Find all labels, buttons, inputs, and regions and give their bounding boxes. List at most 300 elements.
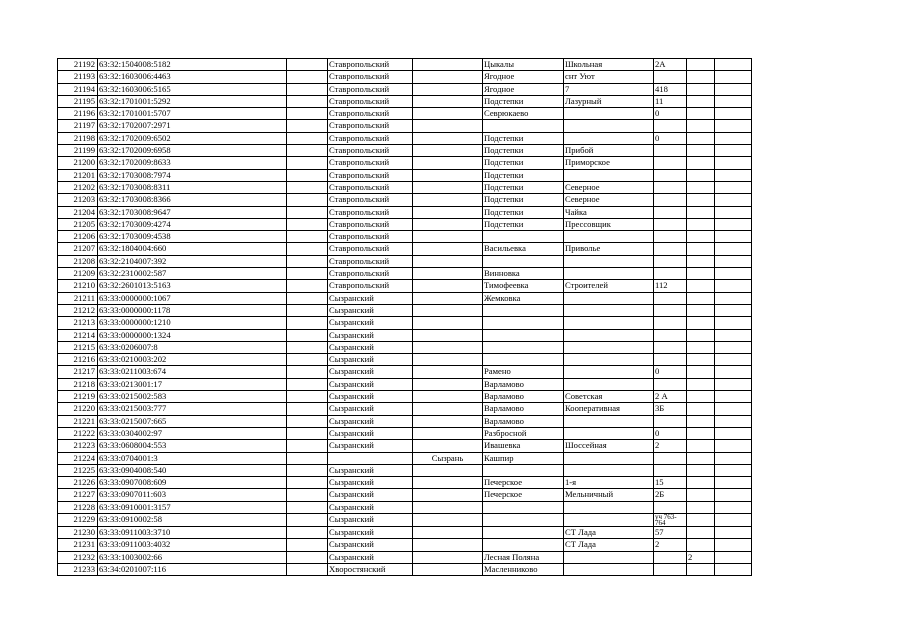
cell-column-j (715, 268, 752, 280)
cell-district: Ставропольский (328, 83, 413, 95)
cell-cadastral-number: 63:33:0910001:3157 (98, 501, 287, 513)
cell-district: Сызранский (328, 378, 413, 390)
cell-cadastral-number: 63:33:0704001:3 (98, 452, 287, 464)
cell-settlement: Цыкалы (483, 59, 564, 71)
table-row (58, 378, 752, 390)
cell-row-number: 21203 (58, 194, 98, 206)
cell-street (564, 120, 654, 132)
cell-district: Ставропольский (328, 194, 413, 206)
cell-house: 2 (654, 440, 687, 452)
cell-cadastral-number: 63:32:1701001:5292 (98, 95, 287, 107)
cell-district: Сызранский (328, 415, 413, 427)
cell-cadastral-number: 63:33:0904008:540 (98, 464, 287, 476)
table-row (58, 218, 752, 230)
cell-city (413, 157, 483, 169)
cell-city (413, 513, 483, 526)
cell-settlement (483, 513, 564, 526)
cell-settlement (483, 341, 564, 353)
cell-street (564, 108, 654, 120)
cell-city (413, 317, 483, 329)
table-row (58, 231, 752, 243)
table-row (58, 526, 752, 538)
cell-row-number: 21200 (58, 157, 98, 169)
cell-row-number: 21221 (58, 415, 98, 427)
cell-column-j (715, 95, 752, 107)
cell-settlement: Разбросной (483, 427, 564, 439)
cell-district: Ставропольский (328, 59, 413, 71)
cell-street: Шоссейная (564, 440, 654, 452)
cell-street: Советская (564, 391, 654, 403)
cell-street (564, 415, 654, 427)
cell-column-c (287, 157, 328, 169)
cell-column-i (687, 477, 715, 489)
cell-row-number: 21192 (58, 59, 98, 71)
cell-district: Сызранский (328, 354, 413, 366)
cell-city (413, 304, 483, 316)
cell-city (413, 378, 483, 390)
cell-street: 1-я (564, 477, 654, 489)
cell-district: Хворостянский (328, 563, 413, 575)
table-row (58, 83, 752, 95)
cell-column-i (687, 366, 715, 378)
cell-house: 2 (654, 539, 687, 551)
cell-column-i (687, 169, 715, 181)
cell-city (413, 280, 483, 292)
cell-column-i (687, 304, 715, 316)
table-row (58, 366, 752, 378)
cell-street (564, 231, 654, 243)
cell-city (413, 489, 483, 501)
cell-city (413, 206, 483, 218)
cell-district: Ставропольский (328, 145, 413, 157)
cell-cadastral-number: 63:33:0206007:8 (98, 341, 287, 353)
cell-column-i (687, 563, 715, 575)
cell-district: Сызранский (328, 539, 413, 551)
cell-house: 2А (654, 59, 687, 71)
cell-cadastral-number: 63:33:1003002:66 (98, 551, 287, 563)
cell-column-i (687, 415, 715, 427)
cell-district: Ставропольский (328, 243, 413, 255)
cell-column-i (687, 268, 715, 280)
cell-column-i (687, 145, 715, 157)
cell-house: 3Б (654, 403, 687, 415)
cell-house (654, 231, 687, 243)
cell-house: 0 (654, 366, 687, 378)
cell-settlement: Кашпир (483, 452, 564, 464)
cell-column-c (287, 477, 328, 489)
cell-city (413, 464, 483, 476)
cell-column-c (287, 83, 328, 95)
cell-column-i (687, 464, 715, 476)
cell-settlement: Рамено (483, 366, 564, 378)
cell-column-j (715, 341, 752, 353)
cell-row-number: 21219 (58, 391, 98, 403)
cell-house (654, 464, 687, 476)
cell-settlement (483, 120, 564, 132)
cell-column-c (287, 551, 328, 563)
cell-column-i (687, 391, 715, 403)
cell-house: 0 (654, 132, 687, 144)
cell-column-i (687, 378, 715, 390)
cell-street: СТ Лада (564, 526, 654, 538)
cell-column-c (287, 501, 328, 513)
cell-row-number: 21229 (58, 513, 98, 526)
cell-house (654, 206, 687, 218)
cell-row-number: 21197 (58, 120, 98, 132)
cell-city (413, 218, 483, 230)
cell-column-i (687, 280, 715, 292)
cell-street: 7 (564, 83, 654, 95)
cell-row-number: 21222 (58, 427, 98, 439)
cell-cadastral-number: 63:32:1703009:4538 (98, 231, 287, 243)
cell-city (413, 415, 483, 427)
cell-street: Прессовщик (564, 218, 654, 230)
cell-city (413, 292, 483, 304)
cell-cadastral-number: 63:33:0000000:1178 (98, 304, 287, 316)
cell-row-number: 21209 (58, 268, 98, 280)
cell-column-i (687, 206, 715, 218)
table-row (58, 317, 752, 329)
cell-cadastral-number: 63:33:0210003:202 (98, 354, 287, 366)
cell-column-j (715, 551, 752, 563)
cell-column-c (287, 513, 328, 526)
cell-row-number: 21208 (58, 255, 98, 267)
cell-house (654, 341, 687, 353)
cell-district: Сызранский (328, 526, 413, 538)
cell-cadastral-number: 63:33:0215003:777 (98, 403, 287, 415)
cell-row-number: 21202 (58, 181, 98, 193)
cell-column-i (687, 317, 715, 329)
cell-column-j (715, 317, 752, 329)
cell-city (413, 427, 483, 439)
cell-column-i (687, 440, 715, 452)
cell-settlement: Подстепки (483, 157, 564, 169)
cell-column-j (715, 231, 752, 243)
cell-house: 418 (654, 83, 687, 95)
cell-city (413, 194, 483, 206)
cell-street: Северное (564, 181, 654, 193)
table-row (58, 243, 752, 255)
cell-column-j (715, 145, 752, 157)
cell-street (564, 427, 654, 439)
table-row (58, 280, 752, 292)
cell-house: 112 (654, 280, 687, 292)
table-row (58, 341, 752, 353)
cell-district: Сызранский (328, 440, 413, 452)
cell-cadastral-number: 63:32:1701001:5707 (98, 108, 287, 120)
cell-row-number: 21224 (58, 452, 98, 464)
cell-city (413, 145, 483, 157)
cell-district: Сызранский (328, 391, 413, 403)
cell-row-number: 21196 (58, 108, 98, 120)
cell-street (564, 169, 654, 181)
cell-column-j (715, 513, 752, 526)
cell-district (328, 452, 413, 464)
cell-cadastral-number: 63:33:0907008:609 (98, 477, 287, 489)
cell-city (413, 341, 483, 353)
table-row (58, 157, 752, 169)
cell-row-number: 21226 (58, 477, 98, 489)
cell-street: Приволье (564, 243, 654, 255)
cell-house (654, 145, 687, 157)
cell-district: Сызранский (328, 366, 413, 378)
cell-settlement (483, 304, 564, 316)
cell-cadastral-number: 63:33:0907011:603 (98, 489, 287, 501)
cell-column-i (687, 329, 715, 341)
cell-district: Ставропольский (328, 206, 413, 218)
cell-street: Прибой (564, 145, 654, 157)
cell-settlement: Ягодное (483, 83, 564, 95)
cell-column-c (287, 95, 328, 107)
cell-city (413, 391, 483, 403)
cell-city: Сызрань (413, 452, 483, 464)
cell-column-i (687, 427, 715, 439)
cell-column-j (715, 206, 752, 218)
cell-column-c (287, 194, 328, 206)
cell-house (654, 415, 687, 427)
cell-city (413, 403, 483, 415)
cell-column-c (287, 145, 328, 157)
cell-column-c (287, 71, 328, 83)
cell-house (654, 551, 687, 563)
cell-settlement: Жемковка (483, 292, 564, 304)
cell-house (654, 378, 687, 390)
cell-row-number: 21228 (58, 501, 98, 513)
table-row (58, 132, 752, 144)
cell-column-j (715, 304, 752, 316)
cell-house (654, 268, 687, 280)
cell-district: Сызранский (328, 501, 413, 513)
cell-street (564, 452, 654, 464)
cell-column-c (287, 403, 328, 415)
cell-city (413, 231, 483, 243)
cell-cadastral-number: 63:34:0201007:116 (98, 563, 287, 575)
cell-column-c (287, 452, 328, 464)
cell-column-c (287, 440, 328, 452)
cell-column-i (687, 59, 715, 71)
table-row (58, 255, 752, 267)
cell-district: Ставропольский (328, 71, 413, 83)
cell-column-c (287, 341, 328, 353)
cell-settlement (483, 255, 564, 267)
cell-settlement: Ивашевка (483, 440, 564, 452)
cell-house (654, 157, 687, 169)
cell-cadastral-number: 63:32:1703008:9647 (98, 206, 287, 218)
cell-column-j (715, 255, 752, 267)
cell-column-j (715, 391, 752, 403)
cell-column-i (687, 120, 715, 132)
cell-city (413, 71, 483, 83)
cell-cadastral-number: 63:32:1603006:4463 (98, 71, 287, 83)
cell-column-c (287, 354, 328, 366)
cell-house (654, 255, 687, 267)
cell-column-i (687, 501, 715, 513)
cell-column-c (287, 181, 328, 193)
cell-cadastral-number: 63:32:1703008:8366 (98, 194, 287, 206)
table-row (58, 181, 752, 193)
cell-settlement: Подстепки (483, 181, 564, 193)
cell-street (564, 268, 654, 280)
table-row (58, 563, 752, 575)
cell-column-c (287, 415, 328, 427)
cell-city (413, 366, 483, 378)
cell-city (413, 169, 483, 181)
cell-house (654, 194, 687, 206)
table-body (58, 59, 752, 576)
cell-row-number: 21204 (58, 206, 98, 218)
cell-city (413, 329, 483, 341)
table-row (58, 440, 752, 452)
cell-column-c (287, 120, 328, 132)
cell-column-j (715, 157, 752, 169)
cell-district: Сызранский (328, 304, 413, 316)
cell-district: Ставропольский (328, 108, 413, 120)
cell-house (654, 169, 687, 181)
cell-column-c (287, 218, 328, 230)
cell-house: 0 (654, 108, 687, 120)
cell-district: Ставропольский (328, 268, 413, 280)
cell-column-j (715, 329, 752, 341)
cell-column-i (687, 292, 715, 304)
cell-cadastral-number: 63:33:0911003:3710 (98, 526, 287, 538)
cell-column-j (715, 280, 752, 292)
cell-column-j (715, 501, 752, 513)
cell-row-number: 21230 (58, 526, 98, 538)
cell-column-c (287, 489, 328, 501)
cell-city (413, 563, 483, 575)
cell-settlement: Варламово (483, 415, 564, 427)
cell-city (413, 95, 483, 107)
cell-street (564, 501, 654, 513)
cell-column-i (687, 489, 715, 501)
cell-district: Ставропольский (328, 95, 413, 107)
cell-column-c (287, 280, 328, 292)
cell-cadastral-number: 63:33:0215007:665 (98, 415, 287, 427)
cell-row-number: 21201 (58, 169, 98, 181)
cell-row-number: 21193 (58, 71, 98, 83)
cell-column-i (687, 513, 715, 526)
cell-house (654, 120, 687, 132)
cell-settlement (483, 526, 564, 538)
table-row (58, 513, 752, 526)
cell-column-c (287, 268, 328, 280)
cell-cadastral-number: 63:33:0608004:553 (98, 440, 287, 452)
cell-column-j (715, 378, 752, 390)
cell-column-c (287, 59, 328, 71)
cell-house (654, 218, 687, 230)
cell-column-j (715, 120, 752, 132)
table-row (58, 354, 752, 366)
table-row (58, 71, 752, 83)
cell-column-c (287, 132, 328, 144)
cell-city (413, 120, 483, 132)
cell-house (654, 243, 687, 255)
cell-column-i: 2 (687, 551, 715, 563)
cell-city (413, 526, 483, 538)
cell-column-c (287, 169, 328, 181)
cell-house: 57 (654, 526, 687, 538)
cell-district: Сызранский (328, 464, 413, 476)
cell-row-number: 21231 (58, 539, 98, 551)
cell-city (413, 255, 483, 267)
cell-row-number: 21194 (58, 83, 98, 95)
cell-house (654, 501, 687, 513)
cell-city (413, 440, 483, 452)
cell-column-j (715, 71, 752, 83)
cell-settlement: Винновка (483, 268, 564, 280)
table-row (58, 169, 752, 181)
cell-column-c (287, 563, 328, 575)
cell-district: Ставропольский (328, 280, 413, 292)
cell-settlement: Печерское (483, 477, 564, 489)
cell-street: Лазурный (564, 95, 654, 107)
cell-house: 15 (654, 477, 687, 489)
cell-cadastral-number: 63:33:0000000:1210 (98, 317, 287, 329)
cell-cadastral-number: 63:32:1702009:8633 (98, 157, 287, 169)
cell-district: Ставропольский (328, 218, 413, 230)
cell-column-i (687, 539, 715, 551)
cell-city (413, 268, 483, 280)
cell-column-j (715, 59, 752, 71)
cell-street: СТ Лада (564, 539, 654, 551)
cell-row-number: 21211 (58, 292, 98, 304)
cell-city (413, 132, 483, 144)
cell-row-number: 21195 (58, 95, 98, 107)
cell-street: Приморское (564, 157, 654, 169)
cell-row-number: 21217 (58, 366, 98, 378)
cell-cadastral-number: 63:32:1504008:5182 (98, 59, 287, 71)
cell-street (564, 341, 654, 353)
table-row (58, 427, 752, 439)
cell-column-i (687, 341, 715, 353)
cell-column-j (715, 243, 752, 255)
cell-street: Чайка (564, 206, 654, 218)
table-row (58, 391, 752, 403)
cell-house: уч 763- 764 (654, 513, 687, 526)
cell-settlement: Варламово (483, 378, 564, 390)
cell-row-number: 21233 (58, 563, 98, 575)
cell-house (654, 71, 687, 83)
cell-district: Сызранский (328, 551, 413, 563)
cell-district: Ставропольский (328, 169, 413, 181)
cell-cadastral-number: 63:33:0910002:58 (98, 513, 287, 526)
cell-house (654, 304, 687, 316)
cell-cadastral-number: 63:32:1702009:6502 (98, 132, 287, 144)
table-row (58, 268, 752, 280)
cell-city (413, 83, 483, 95)
cell-column-j (715, 440, 752, 452)
cell-row-number: 21214 (58, 329, 98, 341)
cell-city (413, 551, 483, 563)
cell-column-j (715, 169, 752, 181)
cell-row-number: 21207 (58, 243, 98, 255)
cell-column-c (287, 108, 328, 120)
cell-row-number: 21210 (58, 280, 98, 292)
cell-settlement: Подстепки (483, 95, 564, 107)
cell-column-c (287, 539, 328, 551)
cell-column-j (715, 539, 752, 551)
table-row (58, 464, 752, 476)
cell-column-i (687, 403, 715, 415)
cell-column-j (715, 181, 752, 193)
cell-column-j (715, 464, 752, 476)
cell-street (564, 304, 654, 316)
cell-row-number: 21213 (58, 317, 98, 329)
cell-cadastral-number: 63:32:1703008:7974 (98, 169, 287, 181)
cell-district: Сызранский (328, 427, 413, 439)
cell-house: 2Б (654, 489, 687, 501)
cell-column-i (687, 71, 715, 83)
